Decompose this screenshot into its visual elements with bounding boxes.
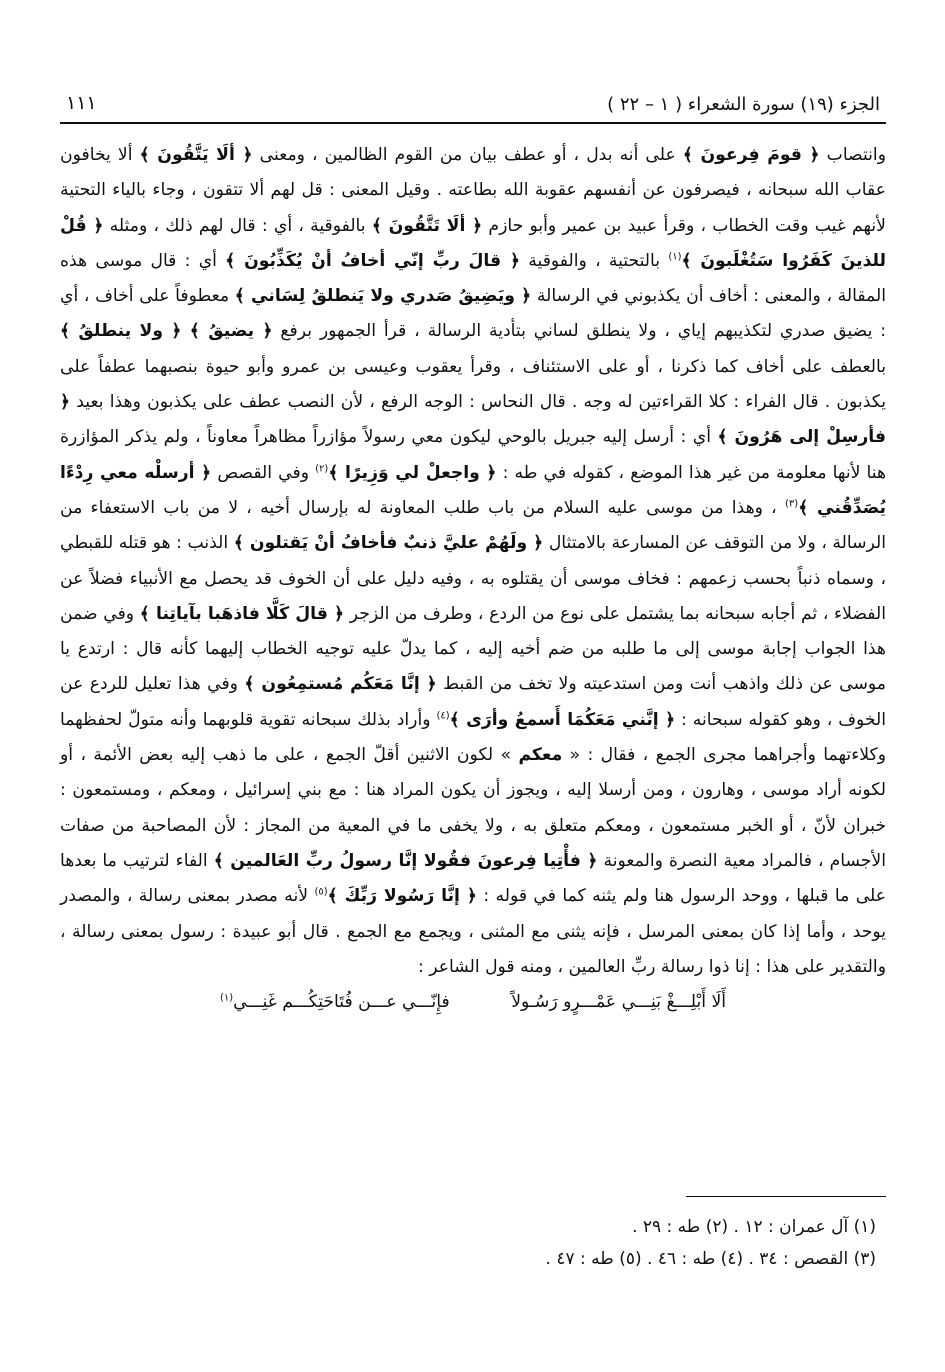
text-run: الفاء لترتيب ما بعدها على ما قبلها ، ووحد الرسول هنا ولم يثنه كما في قوله :	[60, 850, 886, 907]
quran-quote: ﴿ قالَ كَلَّا فاذهَبا بآياتِنا ﴾	[139, 603, 345, 624]
footnotes	[60, 1196, 886, 1275]
verse-text: فإِنّـــي عـــن فُتَاحَتِكُـــم غَنِـــي	[233, 992, 450, 1013]
quran-quote: ﴿ ويَضِيقُ صَدري ولا يَنطلقُ لِسَاني ﴾	[234, 286, 532, 307]
text-run: لأنه مصدر بمعنى رسالة ، والمصدر يوحد ، وأما إذا كان بمعنى المرسل ، فإنه يثنى مع المثنى ، ويجمع مع الجمع . قال أبو عبيدة : رسول بمعنى رسالة ، والتقدير على هذا : إنا ذوا رسالة ربِّ العالمين ، ومنه قول الشاعر :	[60, 886, 886, 977]
verse-first-hemistich: أَلَا أَبْلِـــغْ بَنِـــي عَمْـــرٍو رَسُـولاً	[511, 992, 727, 1013]
text-run: وفي هذا تعليل للردع عن الخوف ، وهو كقوله سبحانه :	[60, 674, 886, 730]
quran-quote: ﴿ قومَ فِرعونَ ﴾	[682, 145, 820, 165]
quran-quote: ﴿ إنَّا رَسُولا رَبِّكَ ﴾	[327, 886, 477, 907]
quran-quote: ﴿ ألَا تَتَّقُونَ ﴾	[371, 215, 483, 236]
quran-quote: ﴿ إنَّني مَعَكُمَا أَسمعُ وأرَى ﴾	[449, 709, 676, 730]
footnote-ref: (٤)	[436, 710, 450, 722]
header-title: الجزء (١٩) سورة الشعراء ( ١ – ٢٢ )	[607, 94, 880, 115]
text-run: وانتصاب	[826, 145, 887, 165]
body-text	[60, 138, 886, 985]
text-run: » لكون الاثنين أقلّ الجمع ، على ما ذهب إليه بعض الأئمة ، أو لكونه أراد موسى ، وهارون ، ومن أرسلا إليه ، ويجوز أن يكون المراد هنا : مع بني إسرائيل ، ومعكم ، ومستمعون : خبران لأنّ ، أو الخبر مستمعون ، ومعكم متعلق به ، ولا يخفى ما في المعية من المجاز : لأن المصاحبة من صفات الأجسام ، فالمراد معية النصرة والمعونة	[60, 745, 886, 871]
running-header	[60, 88, 886, 124]
text-run: وفي القصص	[217, 462, 310, 483]
footnote-ref: (٥)	[314, 886, 328, 898]
quran-quote: ﴿ إنَّا مَعَكُم مُستمِعُون ﴾	[244, 674, 437, 695]
verse-second-hemistich	[220, 985, 450, 1020]
quran-quote: ﴿ فأْتِيا فِرعونَ فقُولا إنَّا رسولُ ربِّ العَالمين ﴾	[213, 850, 598, 871]
footnote-divider	[686, 1196, 886, 1197]
quran-quote: ﴿ يضيقُ ﴾ ﴿ ولا ينطلقُ ﴾	[60, 321, 273, 342]
text-run: أي : أرسل إليه جبريل بالوحي ليكون معي رسولاً مؤازراً مظاهراً معاوناً ، ولم يذكر المؤازرة هنا لأنها معلومة من غير هذا الموضع ، كقوله في طه :	[60, 427, 887, 483]
footnote-line: (٣) القصص : ٣٤ . (٤) طه : ٤٦ . (٥) طه : ٤٧ .	[545, 1249, 876, 1269]
quran-quote: ﴿ واجعلْ لي وَزِيرًا ﴾	[328, 462, 497, 483]
quran-quote: ﴿ فأرسِلْ إلى هَرُونَ ﴾	[60, 392, 886, 448]
text-run: وفي ضمن هذا الجواب إجابة موسى إلى ما طلبه من ضم أخيه إليه ، كما يدلّ عليه توجيه الخطاب إليهما كأنه قال : ارتدع يا موسى عن ذلك واذهب أنت ومن استدعيته ولا تخف من القبط	[60, 603, 886, 695]
text-run: على أنه بدل ، أو عطف بيان من القوم الظالمين ، ومعنى	[259, 145, 676, 165]
footnote-ref: (٢)	[315, 462, 329, 474]
quran-quote: ﴿ ألَا يَتَّقُونَ ﴾	[139, 145, 253, 165]
text-run: بالفوقية ، أي : قال لهم ذلك ، ومثله	[109, 215, 366, 236]
footnote-line: (١) آل عمران : ١٢ . (٢) طه : ٢٩ .	[632, 1217, 876, 1237]
text-run: ، وهذا من موسى عليه السلام من باب طلب المعاونة له بإرسال أخيه ، لا من باب الاستعفاء من الرسالة ، ولا من التوقف عن المسارعة بالامتثال	[60, 497, 886, 554]
text-run: أي : قال موسى هذه المقالة ، والمعنى : أخاف أن يكذبوني في الرسالة	[60, 250, 886, 307]
quran-quote: ﴿ قالَ ربِّ إنّي أخافُ أنْ يُكَذِّبُونَ ﴾	[225, 250, 521, 271]
paragraph	[60, 138, 886, 985]
footnote-ref: (٣)	[785, 498, 799, 510]
page	[60, 88, 886, 1358]
page-number: ١١١	[66, 92, 97, 114]
poetry-verse	[60, 985, 886, 1020]
text-run: وأراد بذلك سبحانه تقوية قلوبهما وأنه متولّ لحفظهما وكلاءتهما وأجراهما مجرى الجمع ، فقال : «	[60, 709, 887, 766]
text-run: الذنب : هو قتله للقبطي ، وسماه ذنباً بحسب زعمهم : فخاف موسى أن يقتلوه به ، وفيه دليل على أن الخوف قد يحصل مع الأنبياء فضلاً عن الفضلاء ، ثم أجابه سبحانه بما يشتمل على نوع من الردع ، وطرف من الزجر	[60, 533, 886, 624]
text-run: بالتحتية ، والفوقية	[528, 250, 661, 271]
quran-quote: معكم	[518, 745, 563, 766]
text-run: بالعطف على أخاف كما ذكرنا ، أو على الاستئناف ، وقرأ يعقوب وعيسى بن عمرو وأبو حيوة بنصبهما عطفاً على يكذبون . قال الفراء : كلا القراءتين له وجه . قال النحاس : الوجه الرفع ، لأن النصب عطف على يكذبون وهذا بعيد	[60, 356, 886, 413]
quran-quote: ﴿ قُلْ للذينَ كَفَرُوا سَتُغْلَبونَ ﴾	[60, 215, 887, 271]
footnote-ref: (١)	[219, 992, 234, 1004]
text-run: معطوفاً على أخاف ، أي : يضيق صدري لتكذيبهم إياي ، ولا ينطلق لساني بتأدية الرسالة ، قرأ الجمهور برفع	[60, 286, 886, 342]
text-run: ألا يخافون عقاب الله سبحانه ، فيصرفون عن أنفسهم عقوبة الله بطاعته . وقيل المعنى : قل لهم ألا تتقون ، وجاء بالياء التحتية لأنهم غيب وقت الخطاب ، وقرأ عبيد بن عمير وأبو حازم	[60, 145, 886, 236]
footnote-ref: (١)	[668, 251, 682, 263]
quran-quote: ﴿ أرسلْه معي رِدْءًا يُصَدِّقُني ﴾	[60, 462, 887, 518]
quran-quote: ﴿ ولَهُمْ عليَّ ذنبٌ فأخافُ أنْ يَقتلون ﴾	[233, 533, 544, 554]
